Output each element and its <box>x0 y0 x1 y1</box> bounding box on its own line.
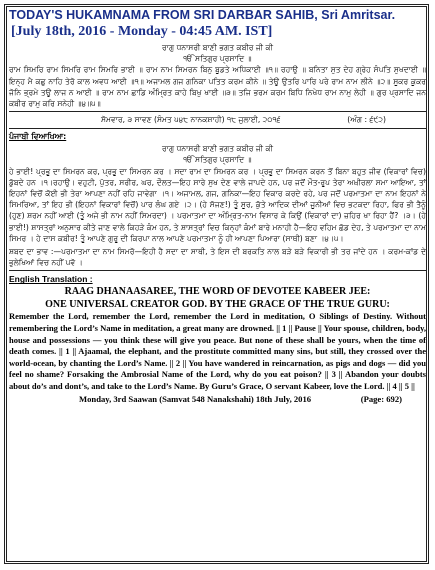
punjabi-vyakhya: ਹੇ ਭਾਈ! ਪ੍ਰਭੂ ਦਾ ਸਿਮਰਨ ਕਰ, ਪ੍ਰਭੂ ਦਾ ਸਿਮਰਨ ਕਰ । ਸਦਾ ਰਾਮ ਦਾ ਸਿਮਰਨ ਕਰ । ਪ੍ਰਭੂ ਦਾ ਸਿਮਰਨ ਕਰਨ ਤੋਂ ਬਿਨਾ ਬਹੁਤ ਜੀਵ (ਵਿਕਾਰਾਂ ਵਿਚ) ਡੁੱਬਦੇ ਹਨ ।੧।ਰਹਾਉ। ਵਹੁਟੀ, ਪੁੱਤਰ, ਸਰੀਰ, ਘਰ, ਦੌਲਤ—ਇਹ ਸਾਰੇ ਸੁਖ ਦੇਣ ਵਾਲੇ ਜਾਪਦੇ ਹਨ, ਪਰ ਜਦੋਂ ਮੌਤ-ਰੂਪ ਤੇਰਾ ਅਖ਼ੀਰਲਾ ਸਮਾ ਆਇਆ, ਤਾਂ ਇਹਨਾਂ ਵਿਚੋਂ ਕੋਈ ਭੀ ਤੇਰਾ ਆਪਣਾ ਨਹੀਂ ਰਹਿ ਜਾਵੇਗਾ ।੧। ਅਜਾਮਲ, ਗਜ, ਗਨਿਕਾ—ਇਹ ਵਿਕਾਰ ਕਰਦੇ ਰਹੇ, ਪਰ ਜਦੋਂ ਪਰਮਾਤਮਾ ਦਾ ਨਾਮ ਇਹਨਾਂ ਨੇ ਸਿਮਰਿਆ, ਤਾਂ ਇਹ ਭੀ (ਇਹਨਾਂ ਵਿਕਾਰਾਂ ਵਿਚੋਂ) ਪਾਰ ਲੰਘ ਗਏ ।੨। (ਹੇ ਸੱਜਣ!) ਤੂੰ ਸੂਰ, ਕੁੱਤੇ ਆਦਿਕ ਦੀਆਂ ਜੂਨੀਆਂ ਵਿਚ ਭਟਕਦਾ ਰਿਹਾ, ਫਿਰ ਭੀ ਤੈਨੂੰ (ਹੁਣ) ਸ਼ਰਮ ਨਹੀਂ ਆਈ (ਤੂੰ ਅਜੇ ਭੀ ਨਾਮ ਨਹੀਂ ਸਿਮਰਦਾ) । ਪਰਮਾਤਮਾ ਦਾ ਅੰਮ੍ਰਿਤ-ਨਾਮ ਵਿਸਾਰ ਕੇ ਕਿਉਂ (ਵਿਕਾਰਾਂ ਦਾ) ਜ਼ਹਿਰ ਖਾ ਰਿਹਾ ਹੈਂ? ।੩। (ਹੇ ਭਾਈ!) ਸ਼ਾਸਤ੍ਰਾਂ ਅਨੁਸਾਰ ਕੀਤੇ ਜਾਣ ਵਾਲੇ ਕਿਹੜੇ ਕੰਮ ਹਨ, ਤੇ ਸ਼ਾਸਤ੍ਰਾਂ ਵਿਚ ਕਿਨ੍ਹਾਂ ਕੰਮਾਂ ਬਾਰੇ ਮਨਾਹੀ ਹੈ—ਇਹ ਵਹਿਮ ਛੱਡ ਦੇਹ, ਤੇ ਪਰਮਾਤਮਾ ਦਾ ਨਾਮ ਸਿਮਰ । ਹੇ ਦਾਸ ਕਬੀਰ! ਤੂੰ ਆਪਣੇ ਗੁਰੂ ਦੀ ਕਿਰਪਾ ਨਾਲ ਆਪਣੇ ਪਰਮਾਤਮਾ ਨੂੰ ਹੀ ਆਪਣਾ ਪਿਆਰਾ (ਸਾਥੀ) ਬਣਾ ।੪।੫। <box>9 166 426 243</box>
english-heading: English Translation : <box>9 274 93 285</box>
punjabi-heading: ਪੰਜਾਬੀ ਵਿਆਖਿਆ: <box>9 132 67 142</box>
english-translation: Remember the Lord, remember the Lord, remember the Lord in meditation, O Siblings of Destiny. Without remembering the Lord’s Name in meditation, a great many are drowned. || 1 || Pause || Your spouse, children, body, house and possessions — you think these will give you peace. But none of these shall be yours, when the time of death comes. || 1 || Ajaamal, the elephant, and the prostitute committed many sins, but still, they crossed over the world-ocean, by chanting the Lord’s Name. || 2 || You have wandered in reincarnation, as pigs and dogs — did you feel no shame? Forsaking the Ambrosial Name of the Lord, why do you eat poison? || 3 || Abandon your doubts about do’s and dont’s, and take to the Lord’s Name. By Guru’s Grace, O servant Kabeer, love the Lord. || 4 || 5 || <box>9 311 426 392</box>
shabad-da-bhav: ਸ਼ਬਦ ਦਾ ਭਾਵ :—ਪਰਮਾਤਮਾ ਦਾ ਨਾਮ ਸਿਮਰੋ—ਇਹੀ ਹੈ ਸਦਾ ਦਾ ਸਾਥੀ, ਤੇ ਇਸ ਦੀ ਬਰਕਤਿ ਨਾਲ ਬੜੇ ਬੜੇ ਵਿਕਾਰੀ ਭੀ ਤਰ ਜਾਂਦੇ ਹਨ । ਕਰਮ-ਕਾਂਡ ਦੇ ਭੁਲੇਖਿਆਂ ਵਿਚ ਨਹੀਂ ਪਵੋ । <box>9 247 426 268</box>
mool-mantar: ੴ ਸਤਿਗੁਰ ਪ੍ਰਸਾਦਿ ॥ <box>183 54 252 64</box>
divider <box>9 111 426 112</box>
divider <box>9 128 426 129</box>
page-title: TODAY'S HUKAMNAMA FROM SRI DARBAR SAHIB, Sri Amritsar. <box>9 8 396 22</box>
hukamnama-document <box>9 8 426 405</box>
english-footer <box>9 393 426 405</box>
english-footer-date: Monday, 3rd Saawan (Samvat 548 Nanakshahi) 18th July, 2016 <box>79 393 312 404</box>
punjabi-mool: ੴ ਸਤਿਗੁਰ ਪ੍ਰਸਾਦਿ ॥ <box>183 155 252 165</box>
raag-heading: ਰਾਗੁ ਧਨਾਸਰੀ ਬਾਣੀ ਭਗਤ ਕਬੀਰ ਜੀ ਕੀ <box>162 43 273 52</box>
english-footer-page: (Page: 692) <box>360 393 402 404</box>
english-mool: ONE UNIVERSAL CREATOR GOD. BY THE GRACE OF THE TRUE GURU: <box>45 299 390 311</box>
punjabi-raag: ਰਾਗੁ ਧਨਾਸਰੀ ਬਾਣੀ ਭਗਤ ਕਬੀਰ ਜੀ ਕੀ <box>162 144 273 154</box>
gurmukhi-date: ਸੋਮਵਾਰ, ੩ ਸਾਵਣ (ਸੰਮਤ ੫੪੮ ਨਾਨਕਸ਼ਾਹੀ) ੧੮ ਜੁਲਾਈ, ੨੦੧੬ <box>101 115 281 125</box>
ang-label: (ਅੰਗ : ੬੯੨) <box>347 115 386 125</box>
date-line: [July 18th, 2016 - Monday - 04:45 AM. IST] <box>11 24 273 39</box>
divider <box>9 270 426 271</box>
english-raag: RAAG DHANAASAREE, THE WORD OF DEVOTEE KABEER JEE: <box>64 286 371 298</box>
gurbani-shabad: ਰਾਮ ਸਿਮਰਿ ਰਾਮ ਸਿਮਰਿ ਰਾਮ ਸਿਮਰਿ ਭਾਈ ॥ ਰਾਮ ਨਾਮ ਸਿਮਰਨ ਬਿਨੁ ਬੂਡਤੇ ਅਧਿਕਾਈ ॥੧॥ ਰਹਾਉ ॥ ਬਨਿਤਾ ਸੁਤ ਦੇਹ ਗ੍ਰੇਹ ਸੰਪਤਿ ਸੁਖਦਾਈ ॥ ਇਨ੍ਹ ਮੈ ਕਛੁ ਨਾਹਿ ਤੇਰੋ ਕਾਲ ਅਵਧ ਆਈ ॥੧॥ ਅਜਾਮਲ ਗਜ ਗਨਿਕਾ ਪਤਿਤ ਕਰਮ ਕੀਨੇ ॥ ਤੇਊ ਉਤਰਿ ਪਾਰਿ ਪਰੇ ਰਾਮ ਨਾਮ ਲੀਨੇ ॥੨॥ ਸੂਕਰ ਕੂਕਰ ਜੋਨਿ ਭ੍ਰਮੇ ਤਊ ਲਾਜ ਨ ਆਈ ॥ ਰਾਮ ਨਾਮ ਛਾਡਿ ਅੰਮ੍ਰਿਤ ਕਾਹੇ ਬਿਖੁ ਖਾਈ ॥੩॥ ਤਜਿ ਭਰਮ ਕਰਮ ਬਿਧਿ ਨਿਖੇਧ ਰਾਮ ਨਾਮੁ ਲੇਹੀ ॥ ਗੁਰ ਪ੍ਰਸਾਦਿ ਜਨ ਕਬੀਰ ਰਾਮੁ ਕਰਿ ਸਨੇਹੀ ॥੪॥੫॥ <box>9 65 426 109</box>
date-ang-row <box>9 114 426 126</box>
